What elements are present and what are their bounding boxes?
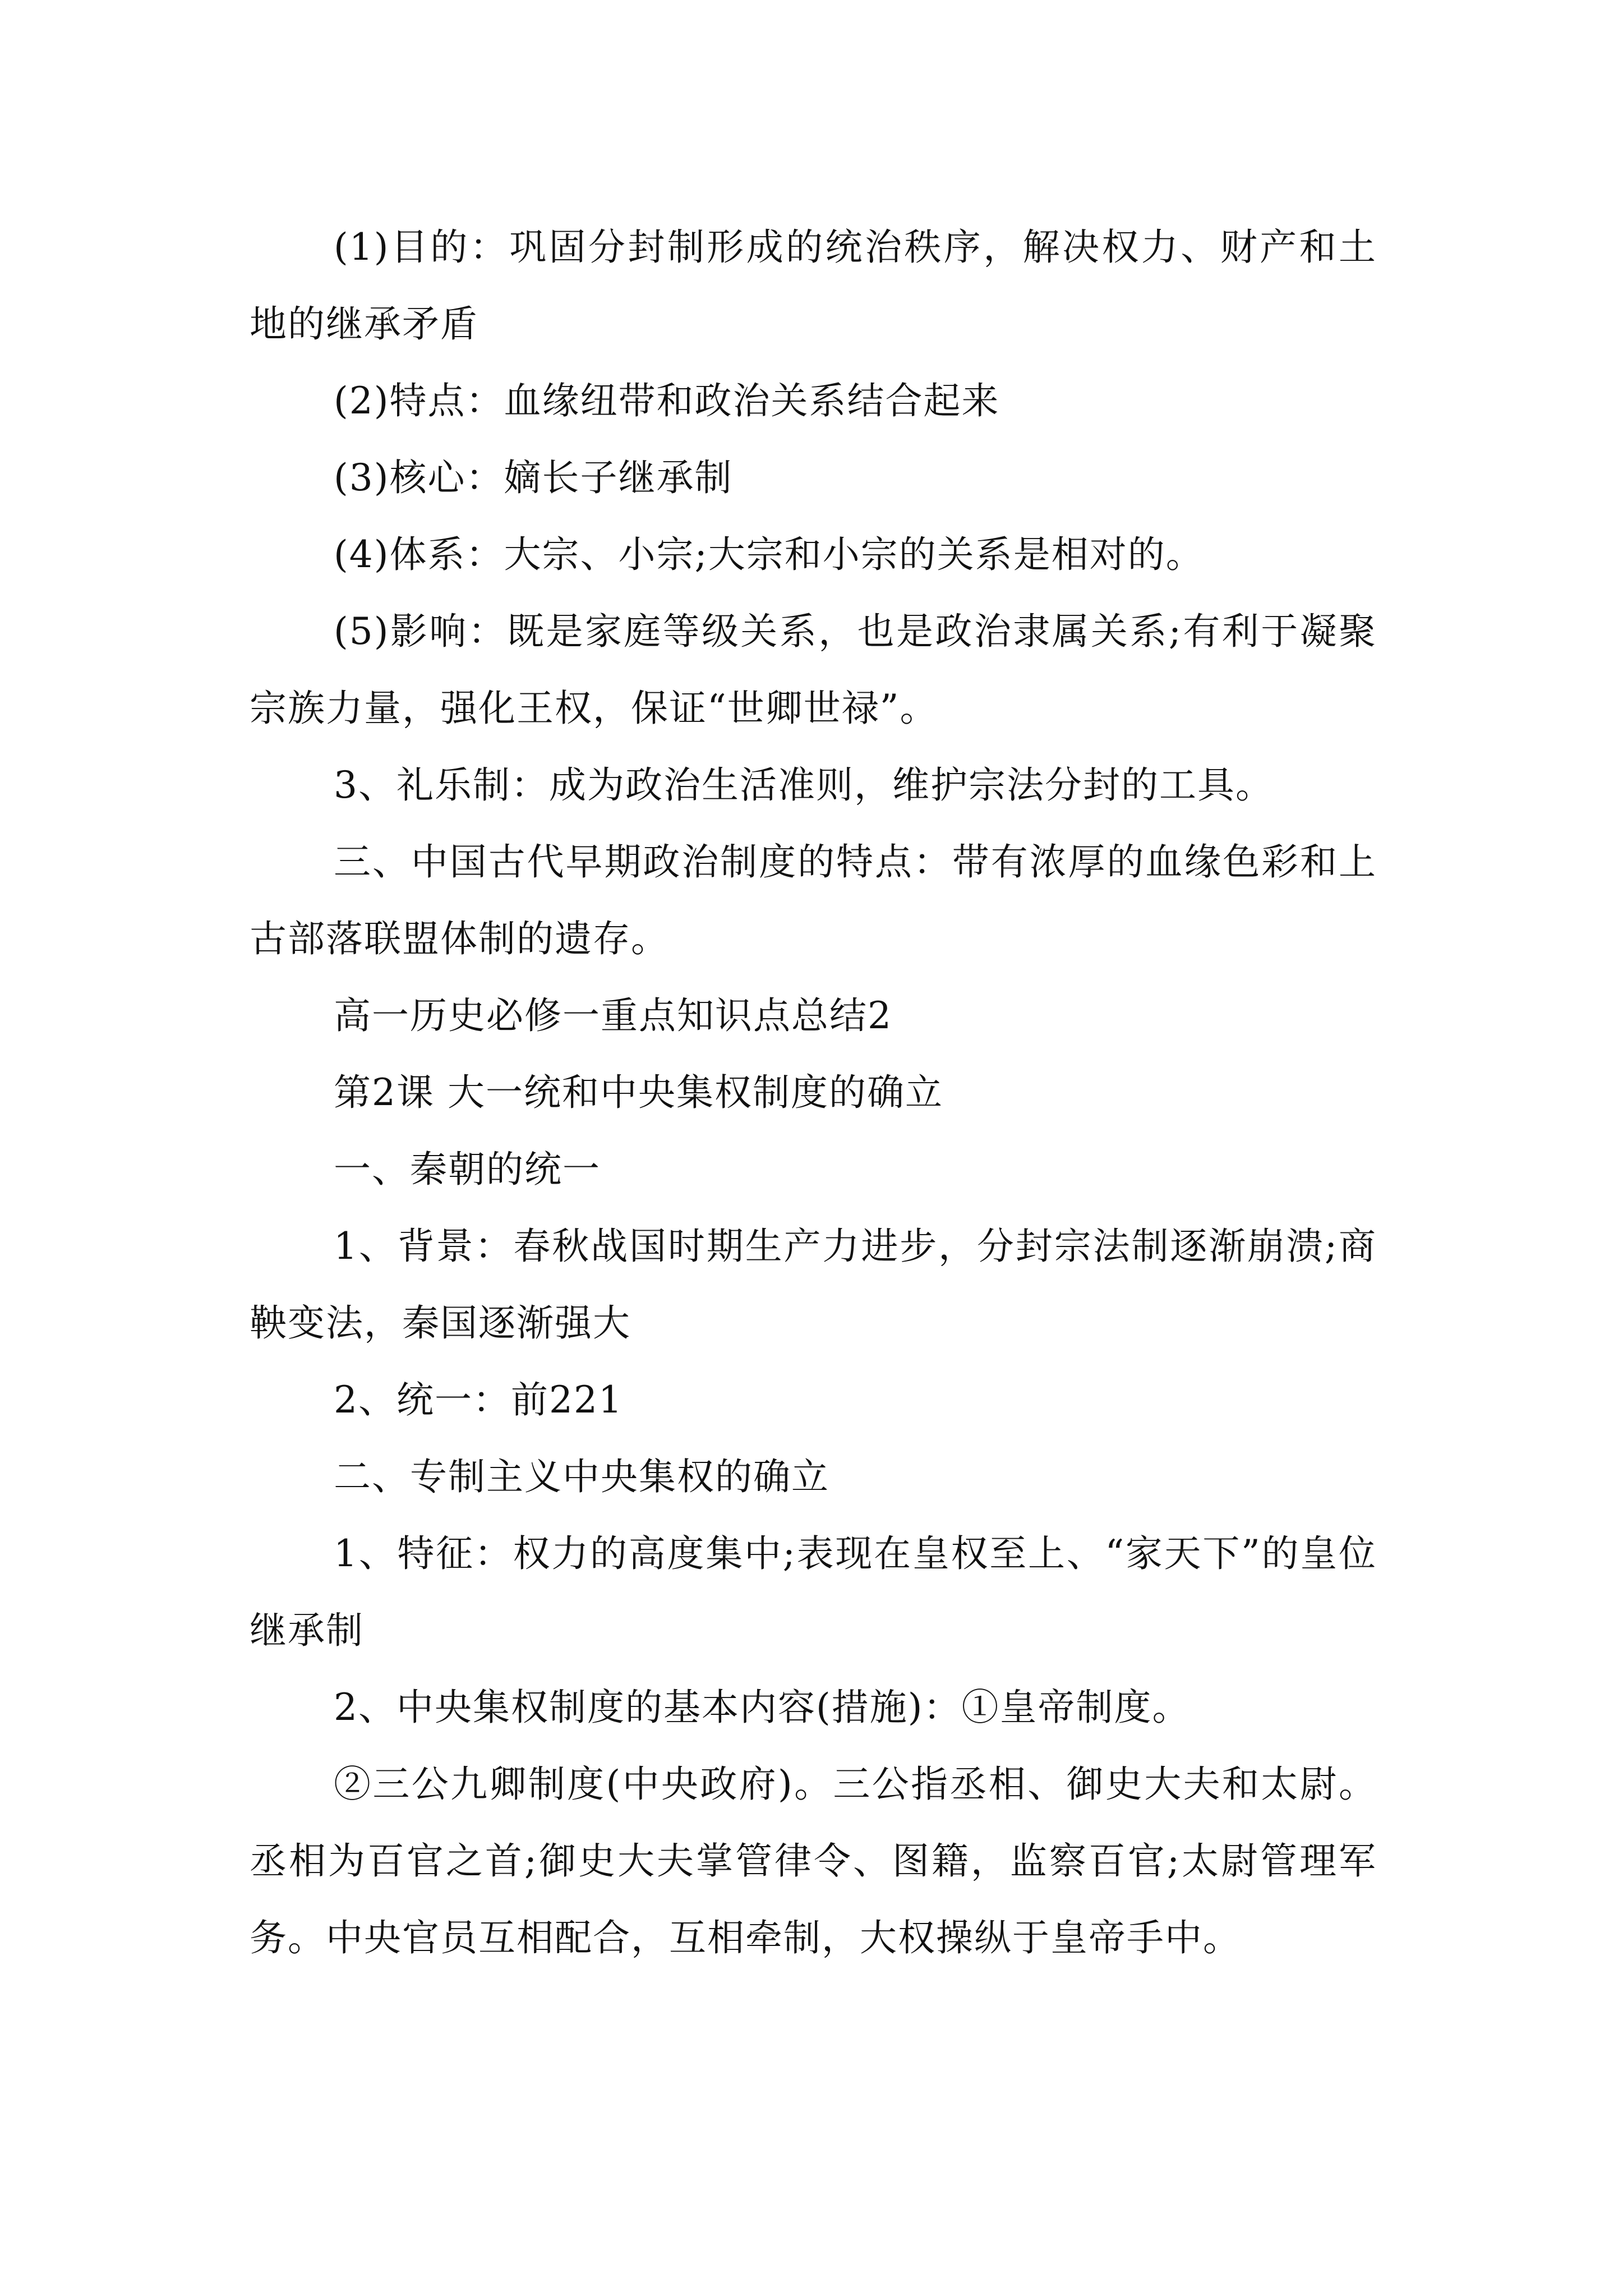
paragraph-characteristics: 1、特征：权力的高度集中;表现在皇权至上、“家天下”的皇位继承制: [250, 1532, 1377, 1652]
paragraph-purpose: (1)目的：巩固分封制形成的统治秩序，解决权力、财产和土地的继承矛盾: [250, 226, 1377, 346]
section-heading-centralization: 二、专制主义中央集权的确立: [334, 1455, 829, 1498]
document-body: [250, 209, 1377, 1976]
lesson-title: 第2课 大一统和中央集权制度的确立: [334, 1071, 943, 1114]
paragraph-ritual-music: 3、礼乐制：成为政治生活准则，维护宗法分封的工具。: [334, 763, 1274, 807]
section-heading-qin-unification: 一、秦朝的统一: [334, 1148, 601, 1191]
section-heading-summary-2: 高一历史必修一重点知识点总结2: [334, 994, 892, 1037]
paragraph-early-political-traits: 三、中国古代早期政治制度的特点：带有浓厚的血缘色彩和上古部落联盟体制的遗存。: [250, 840, 1377, 960]
paragraph-influence: (5)影响：既是家庭等级关系，也是政治隶属关系;有利于凝聚宗族力量，强化王权，保证“世卿世禄”。: [250, 610, 1377, 730]
paragraph-three-ministers: ②三公九卿制度(中央政府)。三公指丞相、御史大夫和太尉。丞相为百官之首;御史大夫掌管律令、图籍，监察百官;太尉管理军务。中央官员互相配合，互相牵制，大权操纵于皇帝手中。: [250, 1763, 1377, 1959]
paragraph-system: (4)体系：大宗、小宗;大宗和小宗的关系是相对的。: [334, 533, 1204, 576]
paragraph-unification-date: 2、统一：前221: [334, 1378, 623, 1421]
paragraph-core: (3)核心：嫡长子继承制: [334, 456, 733, 499]
paragraph-features: (2)特点：血缘纽带和政治关系结合起来: [334, 379, 1000, 422]
paragraph-background: 1、背景：春秋战国时期生产力进步，分封宗法制逐渐崩溃;商鞅变法，秦国逐渐强大: [250, 1225, 1377, 1345]
paragraph-basic-content: 2、中央集权制度的基本内容(措施)：①皇帝制度。: [334, 1686, 1191, 1729]
